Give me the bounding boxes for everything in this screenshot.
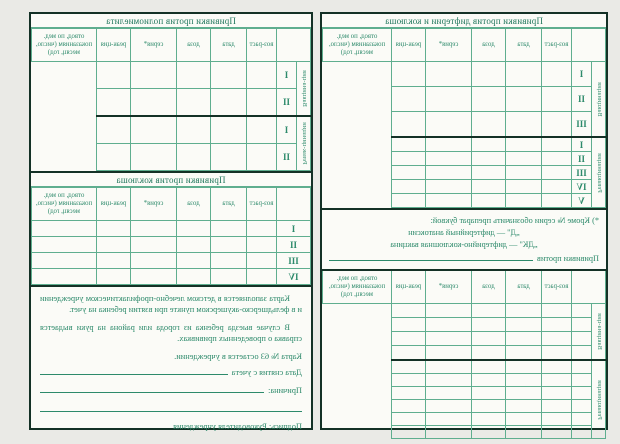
- blank-form-cell: [32, 237, 97, 253]
- blank-form-cell: [572, 387, 592, 400]
- blank-form-cell: [131, 116, 177, 144]
- polio-table-title: Прививки против полиомиелита: [31, 14, 311, 28]
- blank-form-cell: [426, 346, 472, 361]
- blank-form-cell: [131, 253, 177, 269]
- blank-form-cell: [542, 152, 572, 166]
- row-numeral: I: [572, 137, 592, 152]
- corner-cell: [277, 188, 311, 221]
- blank-form-cell: [426, 400, 472, 413]
- reason-continuation-line: [40, 402, 302, 412]
- blank-form-cell: [392, 374, 426, 387]
- blank-form-cell: [506, 152, 542, 166]
- signature-label: Подпись: Руководителя учреждения: [173, 421, 302, 431]
- column-header-row: [323, 29, 606, 62]
- blank-form-cell: [211, 269, 247, 285]
- other-vaccine-title-prefix: Прививки против: [536, 254, 599, 264]
- blank-form-cell: [542, 137, 572, 152]
- blank-form-cell: [211, 144, 247, 171]
- blank-form-cell: [211, 62, 247, 89]
- col-age: воз-раст: [247, 188, 277, 221]
- column-header-row: [32, 29, 311, 62]
- blank-form-cell: [426, 413, 472, 426]
- blank-form-cell: [392, 304, 426, 318]
- col-reaction: реак-ция: [97, 188, 131, 221]
- blank-form-cell: [506, 374, 542, 387]
- row-numeral: II: [572, 152, 592, 166]
- blank-form-cell: [426, 62, 472, 87]
- revaccination-group-label: Ревакцинация: [592, 360, 606, 439]
- col-date: дата: [211, 188, 247, 221]
- blank-form-cell: [426, 387, 472, 400]
- pertussis-table: [31, 187, 311, 285]
- blank-form-cell: [32, 269, 97, 285]
- blank-form-cell: [542, 180, 572, 194]
- blank-form-cell: [506, 413, 542, 426]
- blank-form-cell: [472, 180, 506, 194]
- blank-form-cell: [177, 269, 211, 285]
- blank-form-cell: [211, 221, 247, 237]
- blank-form-cell: [472, 137, 506, 152]
- blank-form-cell: [542, 87, 572, 112]
- blank-form-cell: [542, 360, 572, 374]
- blank-form-cell: [542, 426, 572, 439]
- blank-form-cell: [542, 387, 572, 400]
- corner-cell: [277, 29, 311, 62]
- blank-form-cell: [542, 166, 572, 180]
- blank-form-cell: [572, 360, 592, 374]
- blank-form-cell: [211, 116, 247, 144]
- blank-form-cell: [426, 87, 472, 112]
- blank-form-cell: [177, 253, 211, 269]
- diphtheria-table-title: Прививки против дифтерии и коклюша: [322, 14, 606, 28]
- blank-form-cell: [542, 413, 572, 426]
- col-series: серия*: [426, 29, 472, 62]
- blank-form-cell: [426, 374, 472, 387]
- blank-form-cell: [506, 400, 542, 413]
- blank-form-cell: [506, 332, 542, 346]
- blank-form-cell: [392, 180, 426, 194]
- instruction-paragraph-3: Карта № 63 остается в учреждении.: [174, 352, 302, 362]
- blank-form-cell: [506, 62, 542, 87]
- blank-form-cell: [97, 89, 131, 117]
- blank-form-cell: [392, 318, 426, 332]
- blank-form-cell: [572, 426, 592, 439]
- blank-form-cell: [247, 221, 277, 237]
- blank-form-cell: [472, 387, 506, 400]
- col-series: серия*: [426, 270, 472, 304]
- diphtheria-page: [320, 12, 608, 430]
- blank-form-cell: [426, 426, 472, 439]
- col-dose: доза: [472, 270, 506, 304]
- blank-form-cell: [131, 89, 177, 117]
- revaccination-group-label: Ревакцинация: [592, 137, 606, 208]
- blank-form-cell: [506, 346, 542, 361]
- blank-form-cell: [392, 62, 426, 87]
- blank-form-cell: [426, 304, 472, 318]
- blank-fill-line: [329, 251, 533, 261]
- card-instructions-box: [31, 285, 311, 439]
- blank-form-cell: [472, 194, 506, 208]
- blank-form-cell: [247, 144, 277, 171]
- col-date: дата: [506, 270, 542, 304]
- date-removed-line: [40, 365, 302, 378]
- blank-form-cell: [177, 89, 211, 117]
- col-exemption: отвод, по мед. показаниям (число, месяц, год): [32, 188, 97, 221]
- blank-form-cell: [247, 89, 277, 117]
- col-exemption: отвод, по мед. показаниям (число, месяц, год): [323, 270, 392, 304]
- blank-form-cell: [506, 387, 542, 400]
- blank-fill-line: [40, 383, 264, 393]
- blank-fill-line: [40, 402, 302, 412]
- blank-form-cell: [506, 304, 542, 318]
- corner-cell: [572, 270, 606, 304]
- col-age: воз-раст: [542, 29, 572, 62]
- blank-form-cell: [392, 137, 426, 152]
- instruction-paragraph-1: Карта заполняется в детском лечебно-профилактическом учреждении и в фельдшерско-акушерском пункте при взятии ребенка на учет.: [40, 294, 302, 315]
- blank-form-cell: [542, 318, 572, 332]
- blank-form-cell: [572, 413, 592, 426]
- blank-form-cell: [472, 360, 506, 374]
- row-numeral: I: [572, 62, 592, 87]
- vaccination-group-label: Вакцина-ция: [592, 304, 606, 361]
- blank-form-cell: [426, 152, 472, 166]
- blank-form-cell: [426, 166, 472, 180]
- row-numeral: IV: [277, 269, 311, 285]
- blank-form-cell: [426, 194, 472, 208]
- blank-form-cell: [211, 253, 247, 269]
- row-numeral: II: [277, 89, 297, 117]
- blank-form-cell: [392, 413, 426, 426]
- blank-form-cell: [247, 269, 277, 285]
- blank-form-cell: [472, 87, 506, 112]
- reason-label: Причина:: [268, 385, 302, 395]
- blank-form-cell: [472, 166, 506, 180]
- blank-form-cell: [506, 87, 542, 112]
- blank-form-cell: [392, 166, 426, 180]
- blank-form-cell: [542, 332, 572, 346]
- blank-form-cell: [426, 112, 472, 138]
- col-date: дата: [211, 29, 247, 62]
- blank-form-cell: [542, 346, 572, 361]
- blank-form-cell: [247, 62, 277, 89]
- blank-form-cell: [392, 360, 426, 374]
- other-vaccine-table: [322, 269, 606, 439]
- blank-form-cell: [472, 332, 506, 346]
- blank-form-cell: [392, 87, 426, 112]
- blank-form-cell: [542, 112, 572, 138]
- blank-form-cell: [392, 152, 426, 166]
- blank-form-cell: [542, 194, 572, 208]
- blank-form-cell: [426, 180, 472, 194]
- blank-form-cell: [572, 400, 592, 413]
- row-numeral: I: [277, 62, 297, 89]
- col-reaction: реак-ция: [392, 29, 426, 62]
- blank-form-cell: [392, 400, 426, 413]
- column-header-row: [323, 270, 606, 304]
- blank-form-cell: [542, 62, 572, 87]
- blank-form-cell: [572, 374, 592, 387]
- blank-form-cell: [392, 194, 426, 208]
- vaccination-group-label: Вакцинация: [592, 62, 606, 138]
- blank-form-cell: [211, 237, 247, 253]
- corner-cell: [572, 29, 606, 62]
- blank-form-cell: [572, 346, 592, 361]
- row-numeral: III: [572, 112, 592, 138]
- blank-form-cell: [177, 62, 211, 89]
- blank-form-cell: [426, 332, 472, 346]
- blank-form-cell: [472, 62, 506, 87]
- other-vaccine-title-line: [329, 251, 599, 265]
- col-date: дата: [506, 29, 542, 62]
- row-numeral: III: [572, 166, 592, 180]
- revaccination-group-label: Ревак-цинации: [297, 116, 311, 171]
- blank-form-cell: [472, 426, 506, 439]
- blank-form-cell: [572, 304, 592, 318]
- col-series: серия*: [131, 188, 177, 221]
- blank-form-cell: [472, 112, 506, 138]
- polio-table: [31, 28, 311, 171]
- blank-form-cell: [97, 144, 131, 171]
- col-dose: доза: [177, 188, 211, 221]
- col-dose: доза: [177, 29, 211, 62]
- col-exemption: отвод, по мед. показаниям (число, месяц, год): [32, 29, 97, 62]
- row-numeral: I: [277, 221, 311, 237]
- diphtheria-table: [322, 28, 606, 208]
- row-numeral: II: [572, 87, 592, 112]
- blank-form-cell: [542, 304, 572, 318]
- blank-form-cell: [392, 387, 426, 400]
- blank-form-cell: [392, 332, 426, 346]
- blank-form-cell: [97, 62, 131, 89]
- blank-form-cell: [97, 269, 131, 285]
- blank-form-cell: [32, 253, 97, 269]
- col-reaction: реак-ция: [97, 29, 131, 62]
- blank-form-cell: [131, 269, 177, 285]
- blank-form-cell: [506, 112, 542, 138]
- blank-form-cell: [177, 144, 211, 171]
- col-exemption: отвод, по мед. показаниям (число, месяц, год): [323, 29, 392, 62]
- blank-form-cell: [177, 116, 211, 144]
- blank-form-cell: [472, 318, 506, 332]
- blank-form-cell: [472, 413, 506, 426]
- blank-form-cell: [392, 426, 426, 439]
- blank-form-cell: [247, 253, 277, 269]
- blank-form-cell: [472, 374, 506, 387]
- footnote-line-3: „ДК" — дифтерийно-коклюшная вакцина: [390, 240, 538, 250]
- blank-form-cell: [131, 62, 177, 89]
- pertussis-table-title: Прививки против коклюша: [31, 171, 311, 187]
- blank-form-cell: [131, 237, 177, 253]
- blank-form-cell: [131, 144, 177, 171]
- col-age: воз-раст: [542, 270, 572, 304]
- blank-form-cell: [211, 89, 247, 117]
- vaccination-group-label: Вакцина-ция: [297, 62, 311, 117]
- date-removed-label: Дата снятия с учета: [231, 368, 302, 378]
- blank-form-cell: [97, 253, 131, 269]
- blank-form-cell: [97, 116, 131, 144]
- blank-form-cell: [572, 332, 592, 346]
- blank-form-cell: [97, 221, 131, 237]
- blank-form-cell: [572, 318, 592, 332]
- footnote-line-1: *) Кроме № серии обозначить препарат буквой:: [430, 216, 599, 225]
- col-reaction: реак-ция: [392, 270, 426, 304]
- row-numeral: II: [277, 237, 311, 253]
- row-numeral: V: [572, 194, 592, 208]
- column-header-row: [32, 188, 311, 221]
- blank-form-cell: [32, 221, 97, 237]
- blank-form-cell: [426, 318, 472, 332]
- blank-form-cell: [392, 346, 426, 361]
- col-dose: доза: [472, 29, 506, 62]
- blank-form-cell: [506, 360, 542, 374]
- blank-form-cell: [472, 152, 506, 166]
- row-numeral: I: [277, 116, 297, 144]
- blank-form-cell: [97, 237, 131, 253]
- col-age: воз-раст: [247, 29, 277, 62]
- blank-form-cell: [472, 304, 506, 318]
- blank-form-cell: [426, 137, 472, 152]
- reason-line: [40, 383, 302, 396]
- blank-form-cell: [177, 237, 211, 253]
- blank-fill-line: [40, 365, 228, 375]
- blank-form-cell: [392, 112, 426, 138]
- blank-form-cell: [131, 221, 177, 237]
- blank-form-cell: [506, 137, 542, 152]
- row-numeral: III: [277, 253, 311, 269]
- series-footnote-box: [322, 208, 606, 269]
- blank-form-cell: [506, 318, 542, 332]
- blank-form-cell: [506, 426, 542, 439]
- blank-form-cell: [426, 360, 472, 374]
- row-numeral: IV: [572, 180, 592, 194]
- row-numeral: II: [277, 144, 297, 171]
- blank-form-cell: [177, 221, 211, 237]
- blank-form-cell: [472, 400, 506, 413]
- footnote-line-2: „Д" — дифтерийный анатоксин: [408, 228, 520, 238]
- blank-form-cell: [542, 374, 572, 387]
- blank-form-cell: [542, 400, 572, 413]
- instruction-paragraph-2: В случае выезда ребенка из города или района на руки выдается справка о проведенных прививках.: [40, 323, 302, 344]
- blank-form-cell: [506, 166, 542, 180]
- blank-form-cell: [472, 346, 506, 361]
- blank-form-cell: [247, 116, 277, 144]
- polio-page: [29, 12, 313, 430]
- blank-form-cell: [247, 237, 277, 253]
- col-series: серия*: [131, 29, 177, 62]
- blank-form-cell: [506, 180, 542, 194]
- blank-form-cell: [506, 194, 542, 208]
